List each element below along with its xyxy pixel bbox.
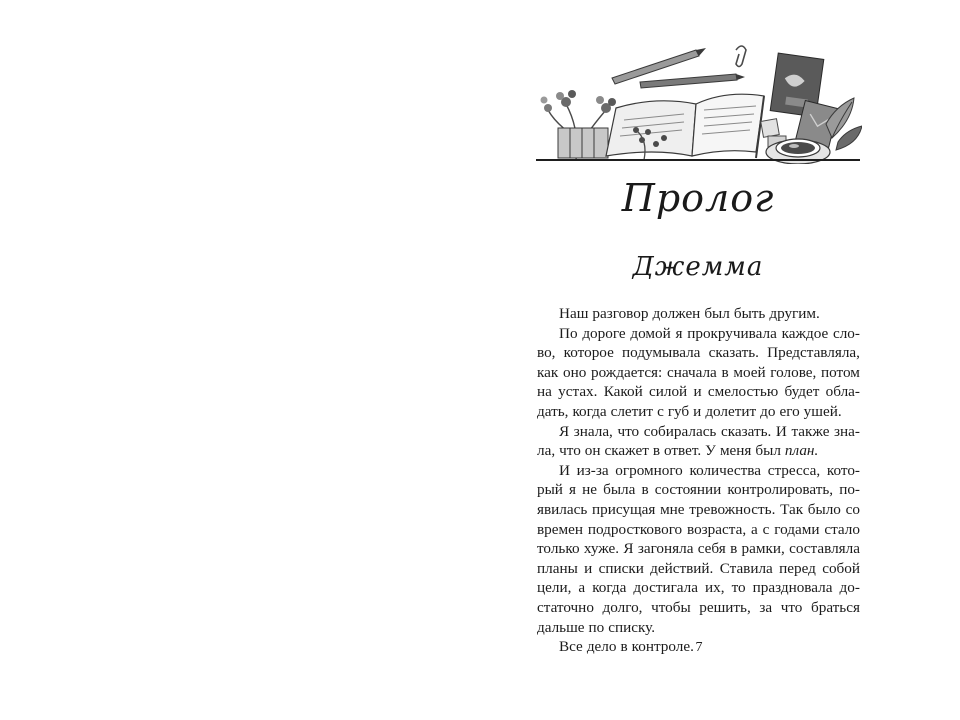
word: перед	[779, 559, 816, 577]
text-line	[537, 618, 860, 638]
word: дальше	[537, 618, 585, 636]
word: стресса,	[767, 461, 821, 479]
word: тревожность.	[689, 500, 776, 518]
word: сказать.	[708, 344, 759, 362]
text-line	[537, 520, 860, 540]
word: был	[755, 442, 781, 460]
word: другим.	[769, 305, 820, 322]
word: смелостью	[707, 383, 779, 401]
word: их,	[705, 579, 725, 597]
word: количества	[689, 461, 762, 479]
word: слетит	[610, 402, 654, 420]
word: собиралась	[643, 422, 717, 440]
word: в	[730, 540, 738, 558]
word: сказать.	[720, 422, 772, 440]
chapter-title: Пролог	[621, 176, 775, 220]
word: а	[751, 520, 758, 538]
word: был	[704, 305, 730, 322]
word: и	[693, 402, 702, 420]
word: как	[537, 363, 559, 381]
word: Представляла,	[767, 344, 860, 362]
word: ответ.	[664, 442, 702, 460]
word: что	[559, 442, 581, 460]
word: Какой	[603, 383, 643, 401]
word: потом	[821, 363, 860, 381]
word: рамки,	[741, 540, 785, 558]
word: статочно	[537, 598, 594, 616]
word: контролировать,	[727, 481, 834, 499]
text-line	[537, 539, 860, 559]
word: подросткового	[587, 520, 683, 538]
word: кото-	[826, 461, 860, 479]
open-book-icon	[606, 94, 764, 160]
word: Я	[623, 540, 634, 558]
word: стало	[824, 520, 860, 538]
text-line	[537, 382, 860, 402]
word: рождается:	[590, 363, 663, 381]
word: Ставила	[719, 559, 773, 577]
text-line	[537, 343, 860, 363]
word: быть	[733, 305, 766, 322]
word: долго,	[602, 598, 643, 616]
word: списки	[598, 559, 644, 577]
header-rule	[536, 159, 860, 161]
text-line	[537, 461, 860, 481]
word: а	[578, 579, 586, 597]
word: явилась	[537, 500, 588, 518]
word: контроле.	[631, 638, 694, 656]
word: возраста,	[687, 520, 747, 538]
word: годами	[774, 520, 820, 538]
word: было	[807, 500, 841, 518]
word: голове,	[770, 363, 817, 381]
word: праздновала	[752, 579, 833, 597]
word: составляла	[789, 540, 860, 558]
word: себя	[697, 540, 726, 558]
leaf-icon	[826, 98, 862, 150]
word: и	[693, 383, 702, 401]
word: до	[760, 402, 776, 420]
word: дело	[586, 638, 617, 656]
word: он	[584, 442, 601, 460]
word: Так	[780, 500, 804, 518]
word: со	[845, 500, 860, 518]
text-line	[537, 402, 860, 422]
word: не	[582, 481, 597, 499]
word: планы	[537, 559, 578, 577]
word: за	[759, 598, 773, 616]
word: И	[559, 461, 570, 479]
italic-word: план.	[784, 442, 819, 460]
word: по-	[839, 481, 860, 499]
word: зна-	[834, 422, 860, 440]
paperclip-icon	[736, 46, 746, 67]
word: У	[705, 442, 716, 460]
word: загоняла	[637, 540, 694, 558]
text-line	[537, 324, 860, 344]
word: в	[620, 638, 628, 656]
word: в	[641, 481, 649, 499]
word: до-	[839, 579, 860, 597]
word: списку.	[608, 618, 656, 636]
word: в	[652, 442, 661, 460]
word: что	[780, 598, 803, 616]
word: долетит	[705, 402, 757, 420]
word: Я	[559, 422, 570, 440]
word: огромного	[615, 461, 683, 479]
word: действий.	[650, 559, 714, 577]
text-line	[537, 598, 860, 618]
text-line	[537, 578, 860, 598]
word: меня	[719, 442, 752, 460]
word: которое	[563, 344, 614, 362]
word: по	[588, 618, 605, 636]
word: во,	[537, 344, 556, 362]
word: сло-	[832, 324, 860, 342]
word: губ	[667, 402, 690, 420]
word: решить,	[699, 598, 751, 616]
word: браться	[811, 598, 860, 616]
page-number: 7	[695, 640, 703, 655]
word: силой	[649, 383, 688, 401]
word: только	[537, 540, 580, 558]
word: домой	[630, 324, 671, 342]
word: обла-	[825, 383, 860, 401]
word: сначала	[666, 363, 717, 381]
text-line	[537, 363, 860, 383]
word: знала,	[573, 422, 613, 440]
word: мне	[660, 500, 685, 518]
word: когда	[592, 579, 627, 597]
word: скажет	[604, 442, 649, 460]
word: и	[584, 559, 593, 577]
word: Все	[559, 638, 583, 656]
word: я	[675, 324, 683, 342]
text-line	[537, 441, 860, 461]
chapter-subtitle: Джемма	[632, 252, 764, 282]
pencil-icon	[612, 48, 745, 88]
text-line	[537, 480, 860, 500]
word: состоянии	[654, 481, 722, 499]
word: будет	[784, 383, 820, 401]
word: что	[617, 422, 640, 440]
word: на	[537, 383, 552, 401]
word: рый	[537, 481, 563, 499]
chapter-illustration	[536, 40, 862, 164]
text-line	[537, 304, 860, 324]
text-line	[537, 559, 860, 579]
word: ушей.	[803, 402, 842, 420]
word: с	[762, 520, 770, 538]
word: с	[657, 402, 664, 420]
word: то	[731, 579, 746, 597]
word: присущая	[591, 500, 656, 518]
word: подумывала	[622, 344, 701, 362]
word: дать,	[537, 402, 569, 420]
text-line	[537, 500, 860, 520]
photo-card-icon	[770, 53, 838, 147]
word: ла,	[537, 442, 556, 460]
word: была	[603, 481, 636, 499]
word: устах.	[558, 383, 598, 401]
word: каждое	[781, 324, 829, 342]
word: цели,	[537, 579, 572, 597]
right-page	[480, 0, 960, 720]
word: его	[779, 402, 800, 420]
word: разговор	[592, 305, 649, 322]
word: когда	[572, 402, 607, 420]
word: По	[559, 324, 578, 342]
word: прокручивала	[687, 324, 777, 342]
word: также	[791, 422, 830, 440]
word: дороге	[582, 324, 626, 342]
book-stack-icon	[558, 128, 608, 158]
body-text	[537, 304, 860, 657]
word: моей	[733, 363, 766, 381]
word: должен	[652, 305, 701, 322]
word: хуже.	[583, 540, 620, 558]
word: из-за	[576, 461, 609, 479]
word: Наш	[559, 305, 589, 322]
word: оно	[562, 363, 587, 381]
text-line	[537, 422, 860, 442]
word: времен	[537, 520, 583, 538]
word: собой	[822, 559, 860, 577]
word: я	[569, 481, 577, 499]
word: чтобы	[651, 598, 691, 616]
word: достигала	[633, 579, 699, 597]
word: И	[775, 422, 787, 440]
word: в	[721, 363, 729, 381]
